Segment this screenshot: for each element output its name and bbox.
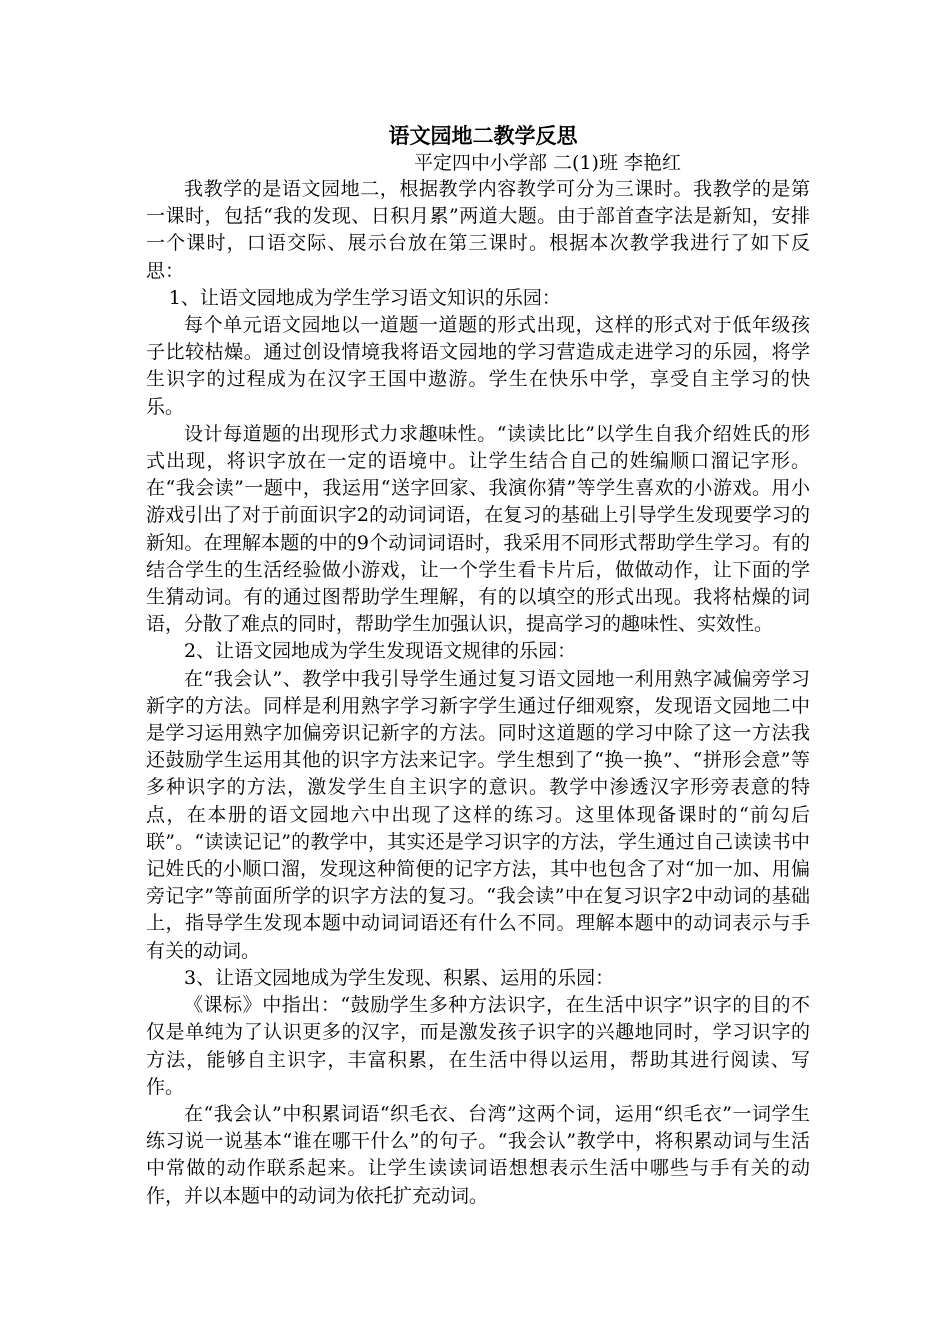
section-heading-3: 3、让语文园地成为学生发现、积累、运用的乐园： [184, 966, 615, 989]
paragraph-intro: 我教学的是语文园地二，根据教学内容教学可分为三课时。我教学的是第一课时，包括“我的发现、日积月累”两道大题。由于部首查字法是新知，安排一个课时，口语交际、展示台放在第三课时。根据本次教学我进行了如下反思： [146, 178, 810, 282]
paragraph-1b: 设计每道题的出现形式力求趣味性。“读读比比”以学生自我介绍姓氏的形式出现，将识字放在一定的语境中。让学生结合自己的姓编顺口溜记字形。在“我会读”一题中，我运用“送字回家、我演你猜”等学生喜欢的小游戏。用小游戏引出了对于前面识字2的动词词语，在复习的基础上引导学生发现要学习的新知。在理解本题的中的9个动词词语时，我采用不同形式帮助学生学习。有的结合学生的生活经验做小游戏，让一个学生看卡片后，做做动作，让下面的学生猜动词。有的通过图帮助学生理解，有的以填空的形式出现。我将枯燥的词语，分散了难点的同时，帮助学生加强认识，提高学习的趣味性、实效性。 [146, 422, 810, 636]
document-page [146, 122, 810, 1210]
section-heading-2: 2、让语文园地成为学生发现语文规律的乐园： [184, 640, 577, 663]
author-byline: 平定四中小学部 二(1)班 李艳红 [414, 152, 681, 174]
paragraph-2a: 在“我会认”、教学中我引导学生通过复习语文园地一利用熟字减偏旁学习新字的方法。同样是利用熟字学习新字学生通过仔细观察，发现语文园地二中是学习运用熟字加偏旁识记新字的方法。同时这道题的学习中除了这一方法我还鼓励学生运用其他的识字方法来记字。学生想到了“换一换”、“拼形会意”等多种识字的方法，激发学生自主识字的意识。教学中渗透汉字形旁表意的特点，在本册的语文园地六中出现了这样的练习。这里体现备课时的“前勾后联”。“读读记记”的教学中，其实还是学习识字的方法，学生通过自己读读书中记姓氏的小顺口溜，发现这种简便的记字方法，其中也包含了对“加一加、用偏旁记字”等前面所学的识字方法的复习。“我会读”中在复习识字2中动词的基础上，指导学生发现本题中动词词语还有什么不同。理解本题中的动词表示与手有关的动词。 [146, 667, 810, 962]
paragraph-3a: 《课标》中指出：“鼓励学生多种方法识字，在生活中识字”识字的目的不仅是单纯为了认识更多的汉字，而是激发孩子识字的兴趣地同时，学习识字的方法，能够自主识字，丰富积累，在生活中得以运用，帮助其进行阅读、写作。 [146, 994, 810, 1098]
document-title: 语文园地二教学反思 [388, 123, 578, 148]
section-heading-1: 1、让语文园地成为学生学习语文知识的乐园： [168, 286, 561, 309]
paragraph-3b: 在“我会认”中积累词语“织毛衣、台湾”这两个词，运用“织毛衣”一词学生练习说一说基本“谁在哪干什么”的句子。“我会认”教学中，将积累动词与生活中常做的动作联系起来。让学生读读词语想想表示生活中哪些与手有关的动作，并以本题中的动词为依托扩充动词。 [146, 1102, 810, 1207]
paragraph-1a: 每个单元语文园地以一道题一道题的形式出现，这样的形式对于低年级孩子比较枯燥。通过创设情境我将语文园地的学习营造成走进学习的乐园，将学生识字的过程成为在汉字王国中遨游。学生在快乐中学，享受自主学习的快乐。 [146, 314, 810, 418]
